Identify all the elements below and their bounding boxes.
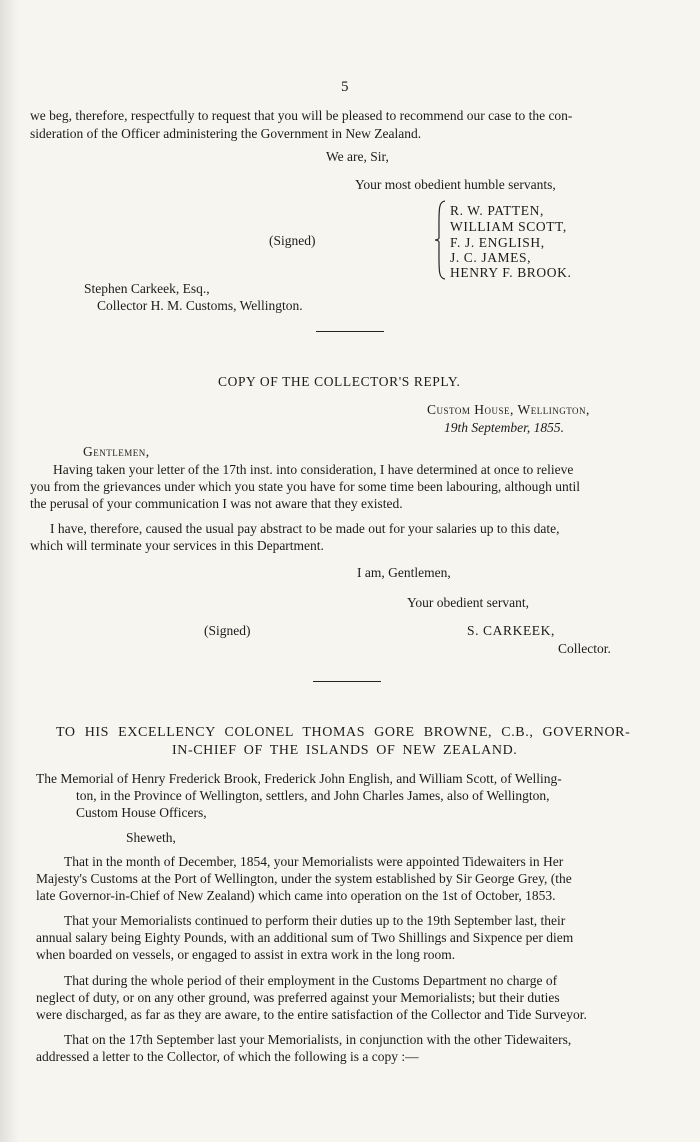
signatories-brace xyxy=(434,200,446,280)
memorial-p3-line3: were discharged, as far as they are aware, to the entire satisfaction of the Collector and Tide Surveyor. xyxy=(36,1007,587,1022)
memorial-heading-line1: TO HIS EXCELLENCY COLONEL THOMAS GORE BROWNE, C.B., GOVERNOR- xyxy=(56,725,631,740)
memorial-p1-line3: late Governor-in-Chief of New Zealand) which came into operation on the 1st of October, 1853. xyxy=(36,888,556,903)
letter-line-1: we beg, therefore, respectfully to request that you will be pleased to recommend our case to the con- xyxy=(30,108,573,123)
memorial-p3-line2: neglect of duty, or on any other ground, was preferred against your Memorialists; but their duties xyxy=(36,990,560,1005)
memorial-p3-line1: That during the whole period of their employment in the Customs Department no charge of xyxy=(64,973,558,988)
reply-close-2: Your obedient servant, xyxy=(407,595,529,610)
signatory-3: F. J. ENGLISH, xyxy=(450,235,545,250)
reply-para2-line2: which will terminate your services in this Department. xyxy=(30,538,324,553)
letter-close-servants: Your most obedient humble servants, xyxy=(355,177,556,192)
reply-signed-label: (Signed) xyxy=(204,623,251,638)
addressee-title: Collector H. M. Customs, Wellington. xyxy=(97,298,303,313)
page-edge-shadow xyxy=(0,0,18,1142)
reply-greeting: Gentlemen, xyxy=(83,444,150,459)
reply-signer-title: Collector. xyxy=(558,641,611,656)
memorial-sheweth: Sheweth, xyxy=(126,830,176,845)
memorial-heading-line2: IN-CHIEF OF THE ISLANDS OF NEW ZEALAND. xyxy=(172,743,518,758)
memorial-p2-line2: annual salary being Eighty Pounds, with an additional sum of Two Shillings and Sixpence per diem xyxy=(36,930,574,945)
addressee-name: Stephen Carkeek, Esq., xyxy=(84,281,210,296)
reply-date: 19th September, 1855. xyxy=(444,420,564,435)
reply-para1-line1: Having taken your letter of the 17th inst. into consideration, I have determined at once to relieve xyxy=(53,462,574,477)
section-divider-2 xyxy=(313,681,381,682)
letter-close-salutation: We are, Sir, xyxy=(326,149,389,164)
reply-place: Custom House, Wellington, xyxy=(427,402,590,417)
memorial-intro-line2: ton, in the Province of Wellington, settlers, and John Charles James, also of Wellington, xyxy=(76,788,550,803)
letter-line-2: sideration of the Officer administering the Government in New Zealand. xyxy=(30,126,422,141)
memorial-p1-line1: That in the month of December, 1854, your Memorialists were appointed Tidewaiters in Her xyxy=(64,854,564,869)
memorial-p4-line2: addressed a letter to the Collector, of which the following is a copy :— xyxy=(36,1049,419,1064)
section-divider-1 xyxy=(316,331,384,332)
memorial-p1-line2: Majesty's Customs at the Port of Wellington, under the system established by Sir George Grey, (the xyxy=(36,871,572,886)
reply-heading: COPY OF THE COLLECTOR'S REPLY. xyxy=(218,374,461,389)
letter-signed-label: (Signed) xyxy=(269,233,316,248)
reply-para2-line1: I have, therefore, caused the usual pay abstract to be made out for your salaries up to this date, xyxy=(50,521,560,536)
page-number: 5 xyxy=(341,79,349,95)
memorial-p2-line3: when boarded on vessels, or engaged to assist in extra work in the long room. xyxy=(36,947,456,962)
memorial-intro-line3: Custom House Officers, xyxy=(76,805,207,820)
signatory-2: WILLIAM SCOTT, xyxy=(450,219,567,234)
memorial-p4-line1: That on the 17th September last your Memorialists, in conjunction with the other Tidewaiters, xyxy=(64,1032,572,1047)
reply-para1-line3: the perusal of your communication I was not aware that they existed. xyxy=(30,496,403,511)
signatory-1: R. W. PATTEN, xyxy=(450,203,544,218)
reply-signer: S. CARKEEK, xyxy=(467,623,555,638)
memorial-intro-line1: The Memorial of Henry Frederick Brook, Frederick John English, and William Scott, of Welling- xyxy=(36,771,562,786)
reply-close-1: I am, Gentlemen, xyxy=(357,565,451,580)
signatory-5: HENRY F. BROOK. xyxy=(450,265,572,280)
signatory-4: J. C. JAMES, xyxy=(450,250,532,265)
memorial-p2-line1: That your Memorialists continued to perform their duties up to the 19th September last, their xyxy=(64,913,566,928)
reply-para1-line2: you from the grievances under which you state you have for some time been labouring, although until xyxy=(30,479,580,494)
